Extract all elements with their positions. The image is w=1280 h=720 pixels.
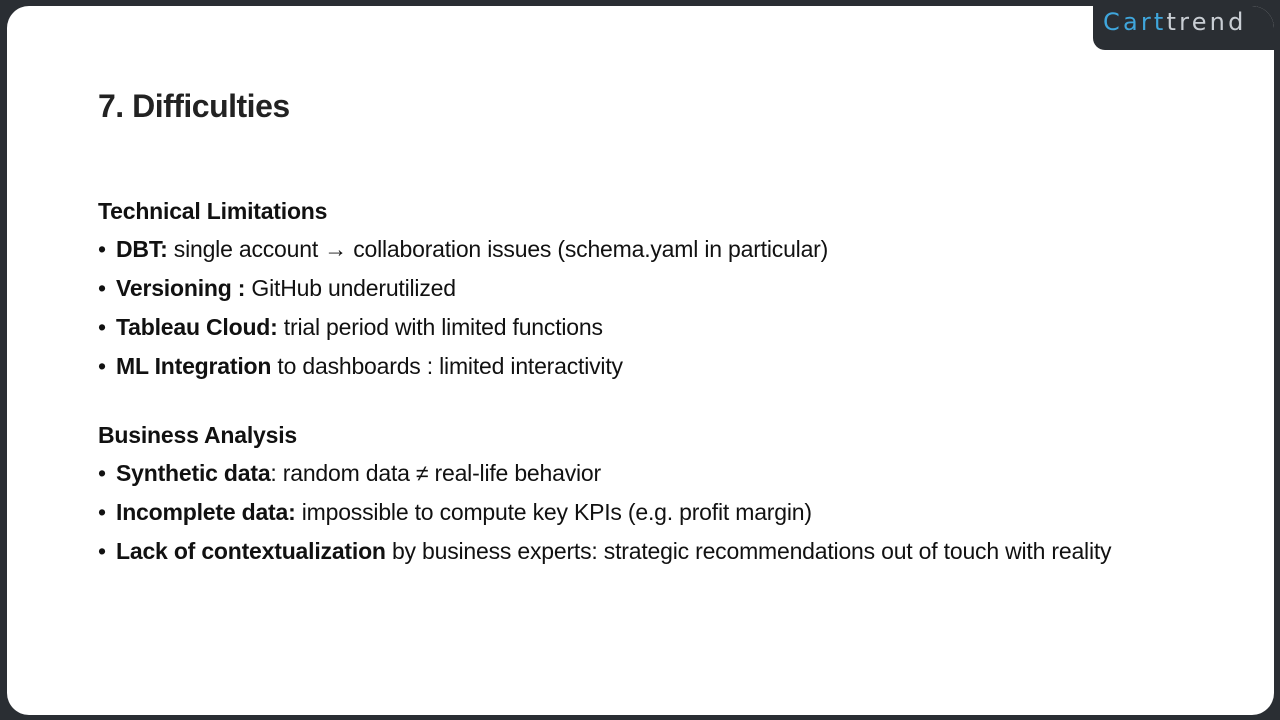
item-text: impossible to compute key KPIs (e.g. profit margin) bbox=[295, 499, 812, 525]
list-item bbox=[98, 313, 1178, 342]
technical-limitations-list bbox=[98, 235, 1178, 381]
slide-content bbox=[98, 196, 1178, 576]
item-text: : random data ≠ real-life behavior bbox=[270, 460, 601, 486]
logo-part-trend: trend bbox=[1166, 8, 1247, 36]
list-item bbox=[98, 459, 1178, 488]
list-item bbox=[98, 274, 1178, 303]
item-text: single account → collaboration issues (schema.yaml in particular) bbox=[167, 236, 829, 262]
list-item bbox=[98, 235, 1178, 264]
item-text: trial period with limited functions bbox=[277, 314, 603, 340]
business-analysis-list bbox=[98, 459, 1178, 566]
section-heading-business: Business Analysis bbox=[98, 422, 298, 448]
list-item bbox=[98, 352, 1178, 381]
section-heading-technical: Technical Limitations bbox=[98, 198, 328, 224]
slide bbox=[7, 6, 1274, 715]
item-label: Synthetic data bbox=[116, 460, 271, 486]
item-text: GitHub underutilized bbox=[245, 275, 456, 301]
list-item bbox=[98, 537, 1178, 566]
list-item bbox=[98, 498, 1178, 527]
item-label: Versioning : bbox=[116, 275, 246, 301]
item-label: ML Integration bbox=[116, 353, 272, 379]
slide-title: 7. Difficulties bbox=[98, 88, 290, 124]
item-text: by business experts: strategic recommendations out of touch with reality bbox=[385, 538, 1112, 564]
logo-tab bbox=[1093, 6, 1274, 50]
carttrend-logo bbox=[1103, 6, 1247, 38]
item-text: to dashboards : limited interactivity bbox=[271, 353, 623, 379]
item-label: DBT: bbox=[116, 236, 168, 262]
item-label: Lack of contextualization bbox=[116, 538, 386, 564]
section-spacer bbox=[98, 391, 1178, 420]
logo-part-cart: Cart bbox=[1103, 8, 1167, 36]
item-label: Incomplete data: bbox=[116, 499, 296, 525]
item-label: Tableau Cloud: bbox=[116, 314, 278, 340]
